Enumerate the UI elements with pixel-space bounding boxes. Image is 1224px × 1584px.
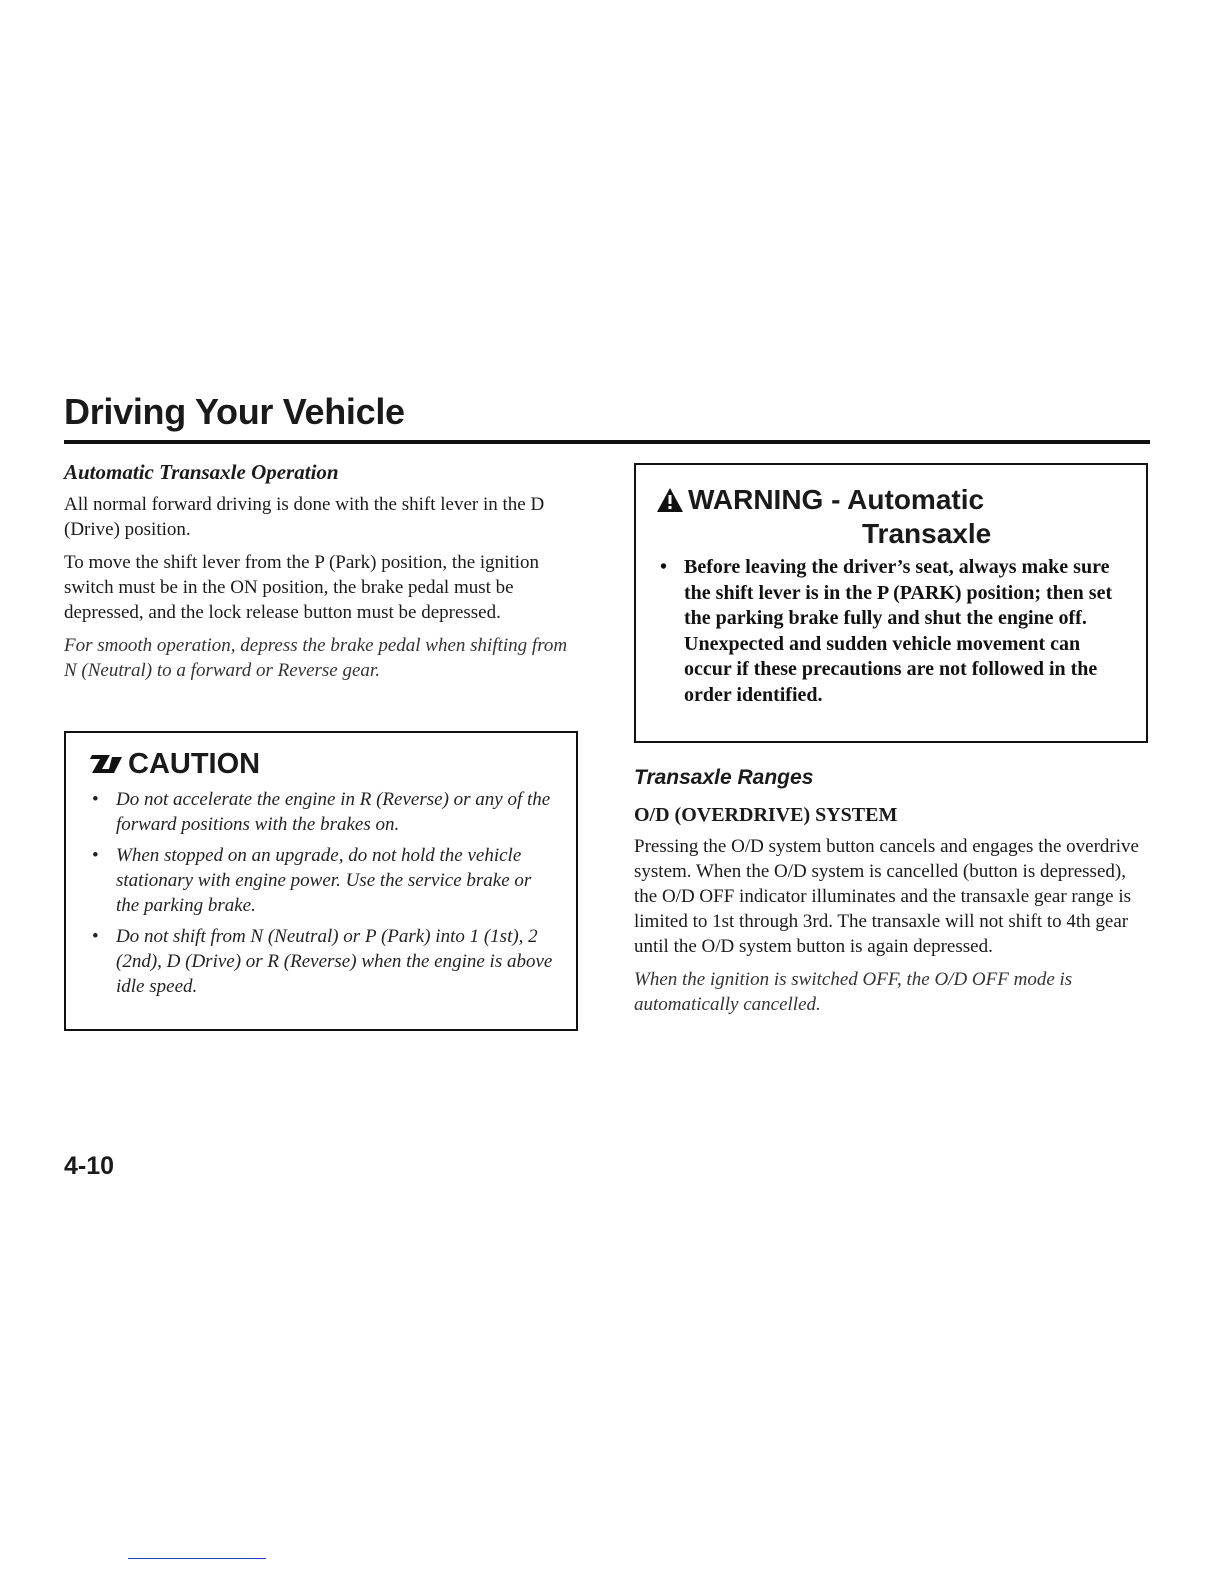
italic-note: When the ignition is switched OFF, the O/D OFF mode is automatically cancelled.	[634, 969, 1073, 1015]
italic-note: For smooth operation, depress the brake pedal when shifting from N (Neutral) to a forward or Reverse gear.	[64, 635, 568, 681]
body-paragraph: All normal forward driving is done with the shift lever in the D (Drive) position.	[64, 494, 545, 540]
caution-icon	[90, 751, 124, 777]
caution-list	[88, 787, 558, 1005]
section-heading-automatic-transaxle: Automatic Transaxle Operation	[64, 460, 339, 484]
transaxle-ranges-section	[634, 764, 1148, 1017]
warning-triangle-icon	[656, 487, 684, 513]
caution-item: • Do not shift from N (Neutral) or P (Park) into 1 (1st), 2 (2nd), D (Drive) or R (Reverse) when the engine is above idle speed.	[88, 924, 558, 999]
warning-list	[656, 555, 1126, 708]
body-paragraph: Pressing the O/D system button cancels and engages the overdrive system. When the O/D system is cancelled (button is depressed), the O/D OFF indicator illuminates and the transaxle gear range is limited to 1st through 3rd. The transaxle will not shift to 4th gear until the O/D system button is again depressed.	[634, 836, 1139, 957]
caution-title	[90, 747, 260, 781]
caution-title-text: CAUTION	[128, 748, 261, 780]
body-paragraph: To move the shift lever from the P (Park) position, the ignition switch must be in the ON position, the brake pedal must be depressed, and the lock release button must be depressed.	[64, 552, 539, 623]
warning-item: • Before leaving the driver’s seat, always make sure the shift lever is in the P (PARK) position; then set the parking brake fully and shut the engine off. Unexpected and sudden vehicle movement can occur if these precautions are not followed in the order identified.	[656, 555, 1126, 708]
header-rule	[64, 440, 1150, 444]
caution-item: • When stopped on an upgrade, do not hold the vehicle stationary with engine power. Use the service brake or the parking brake.	[88, 843, 558, 918]
warning-title-line2: Transaxle	[862, 518, 992, 549]
warning-title	[656, 483, 1126, 551]
caution-item: • Do not accelerate the engine in R (Reverse) or any of the forward positions with the brakes on.	[88, 787, 558, 837]
page-title: Driving Your Vehicle	[64, 391, 405, 432]
warning-box	[634, 463, 1148, 743]
warning-title-line1: WARNING - Automatic	[688, 484, 985, 515]
footer-line	[128, 1558, 266, 1559]
left-column	[64, 458, 584, 683]
subheading-overdrive: O/D (OVERDRIVE) SYSTEM	[634, 804, 898, 826]
page-number: 4-10	[64, 1152, 115, 1180]
section-heading-transaxle-ranges: Transaxle Ranges	[634, 766, 814, 789]
caution-box	[64, 731, 578, 1031]
page-header	[64, 388, 1150, 436]
